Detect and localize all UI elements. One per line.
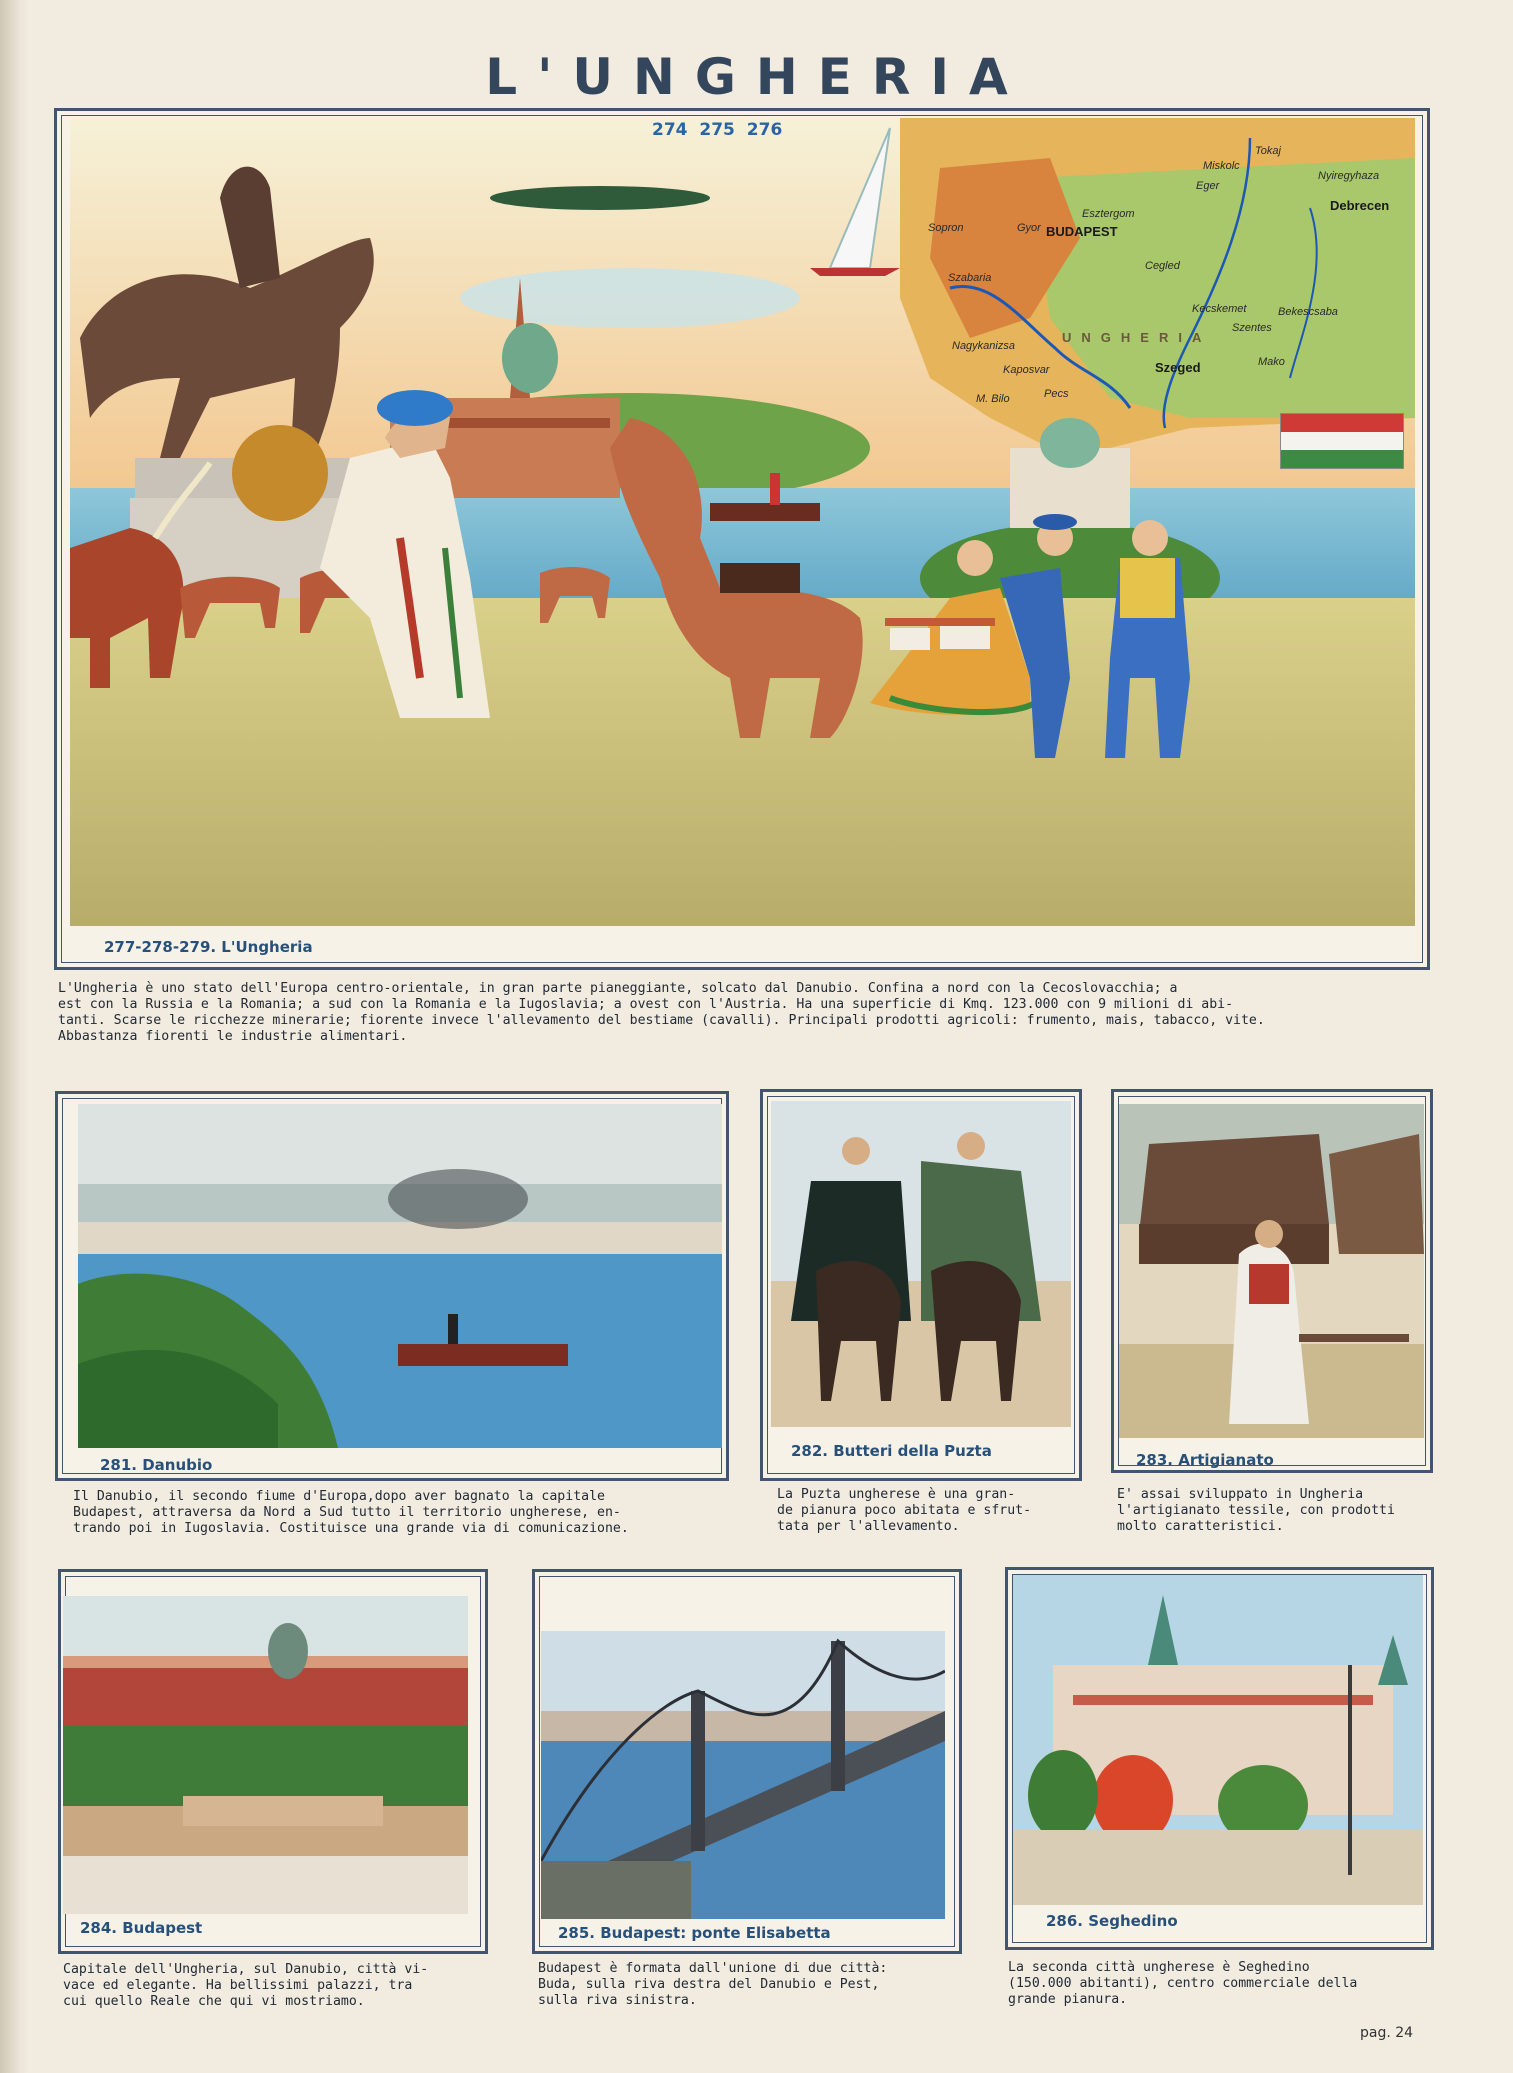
flag-red-stripe: [1281, 414, 1403, 432]
description-line: L'Ungheria è uno stato dell'Europa centro-orientale, in gran parte pianeggiante, solcato dal Danubio. Confina a nord con la Cecoslovacchia; a: [58, 981, 1178, 996]
sticker-numbers: 274 275 276: [652, 120, 783, 140]
map-label-szentes: Szentes: [1232, 322, 1272, 334]
card-text-line: Capitale dell'Ungheria, sul Danubio, città vi-: [63, 1962, 429, 1977]
card-284-caption: 284. Budapest: [80, 1919, 203, 1937]
card-284-text: [63, 1962, 493, 2010]
description-line: tanti. Scarse le ricchezze minerarie; fiorente invece l'allevamento del bestiame (cavalli). Principali prodotti agricoli: frumento, mais, tabacco, vite.: [58, 1013, 1265, 1028]
card-282-text: [777, 1487, 1077, 1535]
flag-green-stripe: [1281, 450, 1403, 468]
map-label-mbilo: M. Bilo: [976, 393, 1010, 405]
hungary-flag: [1280, 413, 1404, 469]
card-283-illustration: [1119, 1104, 1424, 1438]
card-286-text: [1008, 1960, 1438, 2008]
map-label-pecs: Pecs: [1044, 388, 1069, 400]
card-text-line: vace ed elegante. Ha bellissimi palazzi, tra: [63, 1978, 413, 1993]
map-label-esztergom: Esztergom: [1082, 208, 1135, 220]
description-line: Abbastanza fiorenti le industrie alimentari.: [58, 1029, 408, 1044]
description-line: est con la Russia e la Romania; a sud con la Romania e la Iugoslavia; a ovest con l'Austria. Ha una superficie di Kmq. 123.000 con 9 milioni di abi-: [58, 997, 1234, 1012]
map-label-bekescsaba: Bekescsaba: [1278, 306, 1338, 318]
card-283-text: [1117, 1487, 1437, 1535]
map-label-szabaria: Szabaria: [948, 272, 992, 284]
map-label-mako: Mako: [1258, 356, 1285, 368]
map-label-tokaj: Tokaj: [1255, 145, 1281, 157]
card-285-caption: 285. Budapest: ponte Elisabetta: [558, 1924, 831, 1942]
card-text-line: tata per l'allevamento.: [777, 1519, 960, 1534]
map-label-gyor: Gyor: [1017, 222, 1041, 234]
page-number: pag. 24: [1360, 2025, 1414, 2041]
card-text-line: La Puzta ungherese è una gran-: [777, 1487, 1016, 1502]
map-label-cegled: Cegled: [1145, 260, 1180, 272]
card-text-line: trando poi in Iugoslavia. Costituisce una grande via di comunicazione.: [73, 1521, 629, 1536]
card-283-caption: 283. Artigianato: [1136, 1451, 1274, 1469]
map-label-szeged: Szeged: [1155, 360, 1201, 375]
map-label-sopron: Sopron: [928, 222, 964, 234]
card-285-text: [538, 1961, 968, 2009]
page-binding: [0, 0, 28, 2073]
card-286-caption: 286. Seghedino: [1046, 1912, 1178, 1930]
map-label-miskolc: Miskolc: [1203, 160, 1240, 172]
card-text-line: de pianura poco abitata e sfrut-: [777, 1503, 1032, 1518]
flag-white-stripe: [1281, 432, 1403, 450]
card-text-line: Buda, sulla riva destra del Danubio e Pest,: [538, 1977, 880, 1992]
map-label-debrecen: Debrecen: [1330, 198, 1390, 213]
card-text-line: E' assai sviluppato in Ungheria: [1117, 1487, 1364, 1502]
card-text-line: Budapest, attraversa da Nord a Sud tutto il territorio ungherese, en-: [73, 1505, 621, 1520]
card-text-line: molto caratteristici.: [1117, 1519, 1284, 1534]
card-284-illustration: [63, 1596, 468, 1914]
card-281-caption: 281. Danubio: [100, 1456, 213, 1474]
map-label-kecskemet: Kecskemet: [1192, 303, 1247, 315]
card-281-text: [73, 1489, 733, 1537]
card-text-line: Budapest è formata dall'unione di due città:: [538, 1961, 888, 1976]
card-text-line: Il Danubio, il secondo fiume d'Europa,dopo aver bagnato la capitale: [73, 1489, 605, 1504]
map-label-budapest: BUDAPEST: [1046, 224, 1118, 239]
map-label-nagykanizsa: Nagykanizsa: [952, 340, 1015, 352]
card-286-illustration: [1013, 1575, 1423, 1905]
card-text-line: (150.000 abitanti), centro commerciale della: [1008, 1976, 1358, 1991]
card-text-line: l'artigianato tessile, con prodotti: [1117, 1503, 1395, 1518]
main-description: [58, 981, 1430, 1045]
card-text-line: sulla riva sinistra.: [538, 1993, 697, 2008]
map-label-kaposvar: Kaposvar: [1003, 364, 1050, 376]
card-text-line: cui quello Reale che qui vi mostriamo.: [63, 1994, 365, 2009]
card-285-illustration: [541, 1631, 945, 1919]
map-label-eger: Eger: [1196, 180, 1220, 192]
main-panel-caption: 277-278-279. L'Ungheria: [104, 938, 313, 956]
card-282-caption: 282. Butteri della Puzta: [791, 1442, 992, 1460]
map-label-country: UNGHERIA: [1062, 330, 1212, 345]
card-text-line: La seconda città ungherese è Seghedino: [1008, 1960, 1310, 1975]
main-illustration: [70, 118, 1415, 926]
page-title: L'UNGHERIA: [485, 48, 1028, 106]
map-label-nyiregyhaza: Nyiregyhaza: [1318, 170, 1380, 182]
card-text-line: grande pianura.: [1008, 1992, 1128, 2007]
card-281-illustration: [78, 1104, 722, 1448]
card-282-illustration: [771, 1101, 1071, 1427]
